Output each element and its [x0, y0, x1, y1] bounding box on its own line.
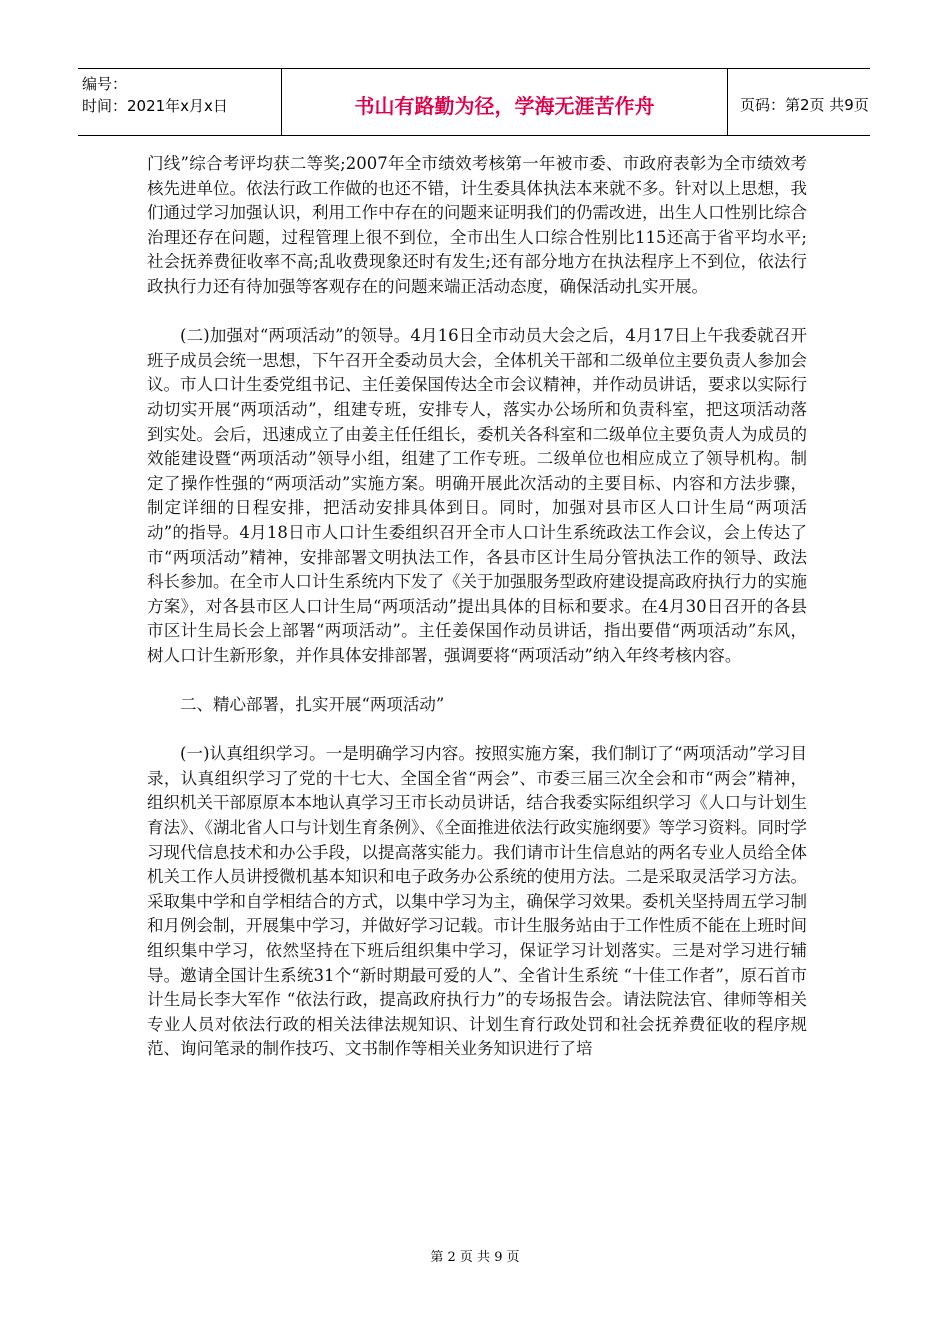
header-motto: 书山有路勤为径，学海无涯苦作舟	[282, 69, 728, 135]
page-footer: 第 2 页 共 9 页	[430, 1250, 520, 1265]
section-heading: 二、精心部署，扎实开展“两项活动”	[180, 695, 445, 715]
body-paragraph: (一)认真组织学习。一是明确学习内容。按照实施方案，我们制订了“两项活动”学习目录，认真组织学习了党的十七大、全国全省“两会”、市委三届三次全会和市“两会”精神，组织机关干部原原本本地认真学习王市长动员讲话，结合我委实际组织学习《人口与计划生育法》、《湖北省人口与计划生育条例》、《全面推进依法行政实施纲要》等学习资料。同时学习现代信息技术和办公手段，以提高落实能力。我们请市计生信息站的两名专业人员给全体机关工作人员讲授微机基本知识和电子政务办公系统的使用方法。二是采取灵活学习方法。采取集中学和自学相结合的方式，以集中学习为主，确保学习效果。委机关坚持周五学习制和月例会制，开展集中学习，并做好学习记载。市计生服务站由于工作性质不能在上班时间组织集中学习，依然坚持在下班后组织集中学习，保证学习计划落实。三是对学习进行辅导。邀请全国计生系统31个“新时期最可爱的人”、全省计生系统 “十佳工作者”，原石首市计生局长李大军作 “依法行政，提高政府执行力”的专场报告会。请法院法官、律师等相关专业人员对依法行政的相关法律法规知识、计划生育行政处罚和社会抚养费征收的程序规范、询问笔录的制作技巧、文书制作等相关业务知识进行了培	[147, 744, 807, 1059]
document-time-label: 时间：2021年x月x日	[82, 97, 228, 115]
header-page-info: 页码：第2页 共9页	[740, 95, 869, 114]
body-paragraph: 门线”综合考评均获二等奖;2007年全市绩效考核第一年被市委、市政府表彰为全市绩效考核先进单位。依法行政工作做的也还不错，计生委具体执法本来就不多。针对以上思想，我们通过学习加强认识，利用工作中存在的问题来证明我们的仍需改进，出生人口性别比综合治理还存在问题，过程管理上很不到位，全市出生人口综合性别比115还高于省平均水平;社会抚养费征收率不高;乱收费现象还时有发生;还有部分地方在执法程序上不到位，依法行政执行力还有待加强等客观存在的问题来端正活动态度，确保活动扎实开展。	[147, 154, 807, 296]
header-meta	[78, 69, 282, 135]
document-body	[147, 152, 807, 1087]
document-number-label: 编号：	[82, 75, 128, 93]
document-header	[78, 68, 870, 136]
body-paragraph: (二)加强对“两项活动”的领导。4月16日全市动员大会之后，4月17日上午我委就召开班子成员会统一思想，下午召开全委动员大会，全体机关干部和二级单位主要负责人参加会议。市人口计生委党组书记、主任姜保国传达全市会议精神，并作动员讲话，要求以实际行动切实开展“两项活动”，组建专班，安排专人，落实办公场所和负责科室，把这项活动落到实处。会后，迅速成立了由姜主任任组长，委机关各科室和二级单位主要负责人为成员的效能建设暨“两项活动”领导小组，组建了工作专班。二级单位也相应成立了领导机构。制定了操作性强的“两项活动”实施方案。明确开展此次活动的主要目标、内容和方法步骤，制定详细的日程安排，把活动安排具体到日。同时，加强对县市区人口计生局“两项活动”的指导。4月18日市人口计生委组织召开全市人口计生系统政法工作会议，会上传达了市“两项活动”精神，安排部署文明执法工作，各县市区计生局分管执法工作的领导、政法科长参加。在全市人口计生系统内下发了《关于加强服务型政府建设提高政府执行力的实施方案》，对各县市区人口计生局“两项活动”提出具体的目标和要求。在4月30日召开的各县市区计生局长会上部署“两项活动”。主任姜保国作动员讲话，指出要借“两项活动”东风，树人口计生新形象，并作具体安排部署，强调要将“两项活动”纳入年终考核内容。	[147, 326, 807, 665]
